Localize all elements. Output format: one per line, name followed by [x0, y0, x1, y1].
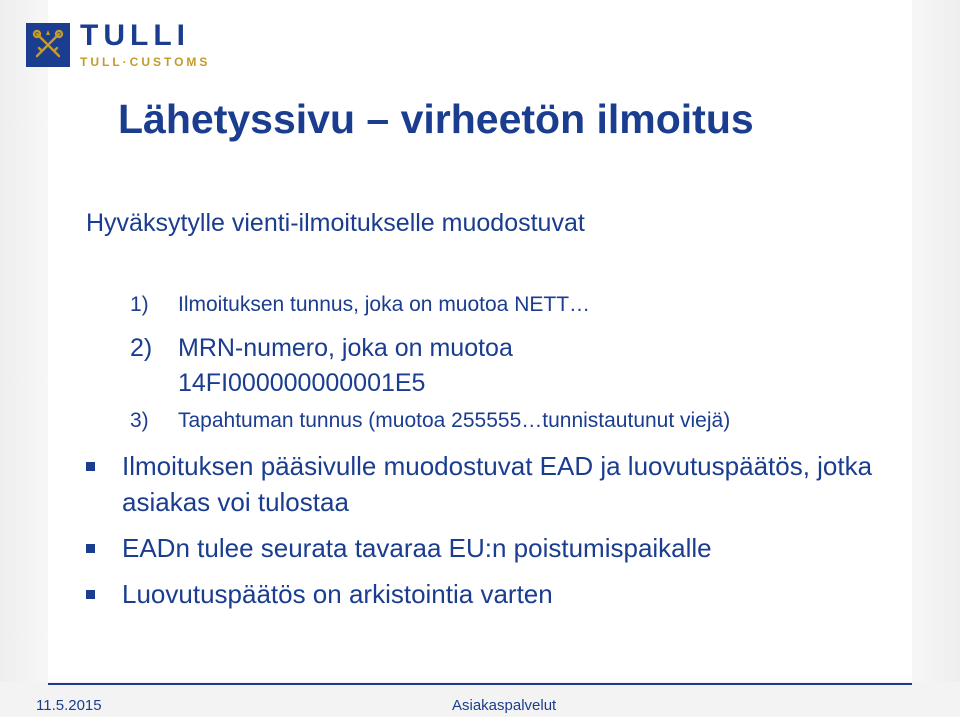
item-number: 2) — [130, 334, 153, 362]
list-item — [84, 576, 904, 612]
numbered-item-3 — [130, 409, 730, 433]
bullet-list — [84, 448, 904, 622]
bullet-text: Ilmoituksen pääsivulle muodostuvat EAD ja luovutuspäätös, jotka asiakas voi tulostaa — [122, 451, 873, 517]
slide-title: Lähetyssivu – virheetön ilmoitus — [118, 96, 754, 142]
list-item — [84, 530, 904, 566]
numbered-item-1 — [130, 293, 590, 317]
logo-subtitle: TULL·CUSTOMS — [80, 55, 211, 69]
left-margin-band — [0, 0, 48, 717]
tulli-logo — [26, 20, 210, 70]
mrn-example: 14FI000000000001E5 — [178, 369, 426, 397]
crossed-keys-icon — [26, 23, 70, 67]
square-bullet-icon — [86, 462, 95, 471]
bullet-text: Luovutuspäätös on arkistointia varten — [122, 579, 553, 609]
right-margin-band — [912, 0, 960, 717]
item-text: Tapahtuman tunnus (muotoa 255555…tunnistautunut viejä) — [178, 409, 731, 432]
slide-subtitle: Hyväksytylle vienti-ilmoitukselle muodostuvat — [86, 209, 585, 237]
square-bullet-icon — [86, 544, 95, 553]
footer-divider — [48, 683, 912, 685]
item-text: Ilmoituksen tunnus, joka on muotoa NETT… — [178, 293, 591, 316]
list-item — [84, 448, 904, 520]
logo-wordmark: TULLI — [80, 19, 190, 52]
item-text: MRN-numero, joka on muotoa — [178, 334, 513, 362]
numbered-item-2 — [130, 334, 513, 363]
square-bullet-icon — [86, 590, 95, 599]
footer-date: 11.5.2015 — [36, 697, 102, 714]
bullet-text: EADn tulee seurata tavaraa EU:n poistumispaikalle — [122, 533, 712, 563]
item-number: 1) — [130, 293, 149, 316]
footer-department: Asiakaspalvelut — [452, 697, 557, 714]
item-number: 3) — [130, 409, 149, 432]
